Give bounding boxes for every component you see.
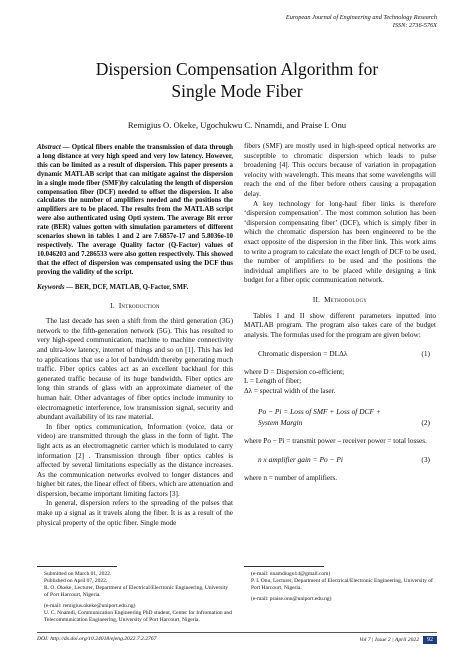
footnote-onu-email[interactable]: (e-mail: praise.onu@uniport.edu.ng)	[251, 596, 332, 602]
equation-2	[244, 406, 436, 428]
equation-2-definition: where Po − Pi = transmit power – receiver power = total losses.	[244, 436, 427, 445]
section-number: I.	[110, 301, 115, 310]
keywords-lead: Keywords	[37, 283, 65, 291]
footnote-onu: P. I. Onu, Lecturer, Department of Electrical/Electronic Engineering, University of Port Harcourt, Nigeria.	[251, 578, 433, 591]
abstract-text: — Optical fibers enable the transmission of data through a long distance at very high speed and very low latency. However, this can be limited as a result of dispersion. This paper presents a dynamic MATLAB script that can mitigate against the dispersion in a single mode fiber (SMF)by calculating the length of dispersion compensation fiber (DCF) needed to offset the dispersion. It also calculates the number of amplifiers needed and the positions the amplifiers are to be placed. The results from the MATLAB script were also authenticated using Opti system. The average Bit error rate (BER) values gotten with simulation parameters of different scenarios shown in tables 1 and 2 are 7.6857e-17 and 5.8036e-10 respectively. The average Quality factor (Q-Factor) values of 10.046203 and 7.286533 were also gotten respectively. This showed that the effect of dispersion was compensated using the DCF thus proving the validity of the script.	[37, 144, 233, 276]
definition-length: L = Length of fiber;	[244, 377, 302, 386]
equation-1	[244, 349, 436, 359]
definition-dispersion: where D = Dispersion co-efficient;	[244, 367, 345, 376]
equation-2-number: (2)	[421, 417, 430, 427]
section-title: Methodology	[324, 295, 368, 304]
section-number: II.	[312, 295, 321, 304]
footnote-divider-left	[37, 566, 117, 567]
abstract-lead: Abstract	[37, 144, 61, 151]
author-list: Remigius O. Okeke, Ugochukwu C. Nnamdi, and Praise I. Onu	[127, 120, 347, 130]
right-column	[244, 142, 436, 483]
footnote-nnamdi-email[interactable]: (e-mail: nnamdiugo14@gmail.com)	[251, 571, 331, 577]
journal-issn: ISSN: 2736-576X	[392, 22, 437, 29]
right-paragraph-1: fibers (SMF) are mostly used in high-speed optical networks are susceptible to chromatic dispersion which leads to pulse broadening [4]. This occurs because of variation in propagation velocity with wavelength. This means that some wavelengths will reach the end of the fiber before others causing a propagation delay.	[244, 142, 436, 198]
section-heading-methodology	[244, 296, 436, 306]
equation-3-body: n x amplifier gain = Po − Pi	[258, 455, 343, 465]
equation-3-definition: where n = number of amplifiers.	[244, 473, 338, 482]
method-paragraph-1: Tables I and II show different parameters inputted into MATLAB program. The program also takes care of the budget analysis. The formulas used for the program are given below:	[244, 311, 436, 339]
equation-3-number: (3)	[421, 455, 430, 465]
section-title: Introduction	[118, 301, 160, 310]
equation-1-definitions	[244, 368, 436, 397]
footnotes-left	[44, 571, 232, 624]
footer-volume-issue: Vol 7 | Issue 2 | April 2022	[359, 637, 419, 643]
equation-2-line-2: System Margin	[258, 417, 303, 427]
footnote-okeke: R. O. Okeke, Lecturer, Department of Electrical/Electronic Engineering, University of Port Harcourt, Nigeria.	[44, 585, 229, 598]
intro-paragraph-1: The last decade has seen a shift from the third generation (3G) network to the fifth-generation network (5G). This has resulted to very high-speed communication, machine to machine connectivity and ultra-low latency, internet of things and so on [1]. This has led to applications that use a lot of bandwidth thereby generating much traffic. Fiber optics cables act as an excellent backhaul for this generated traffic because of its huge bandwidth. Fiber optics are long thin strands of glass with an approximate diameter of the human hair. Other advantages of fiber optics include immunity to electromagnetic interference, low transmission signal, security and abundant availability of its raw material.	[37, 317, 233, 422]
footer-doi[interactable]: DOI: http://dx.doi.org/10.24018/ejeng.2022.7.2.2767	[37, 636, 157, 642]
journal-name: European Journal of Engineering and Technology Research	[285, 14, 437, 21]
equation-1-body: Chromatic dispersion = DLΔλ	[258, 349, 348, 359]
footer-volume-info	[359, 636, 437, 644]
journal-header	[286, 14, 437, 30]
section-heading-introduction	[37, 302, 233, 312]
footnote-published: Published on April 07, 2022.	[44, 578, 108, 584]
footer-divider	[37, 632, 437, 633]
intro-paragraph-3: In general, dispersion refers to the spreading of the pulses that make up a signal as it travels along the fiber. It is as a result of the physical property of the optic fiber. Single mode	[37, 499, 233, 527]
equation-1-number: (1)	[421, 349, 430, 359]
title-line-1: Dispersion Compensation Algorithm for	[95, 59, 379, 79]
footnotes-right	[244, 571, 434, 603]
paper-title	[0, 58, 474, 102]
intro-paragraph-2: In fiber optics communication, Information (voice, data or video) are transmitted through the glass in the form of light. The light acts as an electromagnetic carrier which is modulated to carry information [2] . Transmission through fiber optics cables is affected by several limitations especially as the distance increases. As the communication networks evolved to longer distances and higher bit rates, the linear effect of fibers, which are attenuation and dispersion, became important limiting factors [3].	[37, 422, 233, 498]
abstract	[37, 144, 233, 278]
footnote-submitted: Submitted on March 01, 2022.	[44, 571, 112, 577]
footnote-divider-right	[244, 566, 324, 567]
keywords-text: — BER, DCF, MATLAB, Q-Factor, SMF.	[64, 283, 189, 291]
equation-2-line-1: Po − Pi = Loss of SMF + Loss of DCF +	[258, 406, 381, 416]
right-paragraph-2: A key technology for long-haul fiber links is therefore ‘dispersion compensation’. The most common solution has been ‘dispersion compensating fiber’ (DCF), which is simply fiber in which the chromatic dispersion has been engineered to be the exact opposite of the dispersion in the fiber link. This work aims to write a program to calculate the exact length of DCF to be used, the number of amplifiers to be used and the positions the individual amplifiers are to be placed while designing a link budget for a fiber optic communication network.	[244, 199, 436, 285]
footnote-nnamdi: U. C. Nnamdi, Communication Engineering PhD student, Center for Infromation and Telecommunication Engineering, University of Port Harcourt, Nigeria.	[44, 610, 232, 623]
definition-spectral-width: Δλ = spectral width of the laser.	[244, 387, 336, 396]
footnote-okeke-email[interactable]: (e-mail: remigius.okeke@uniport.edu.ng)	[44, 603, 136, 609]
equation-3	[244, 455, 436, 465]
left-column	[37, 144, 233, 528]
page-number-badge: 92	[423, 636, 437, 644]
title-line-2: Single Mode Fiber	[171, 81, 303, 101]
keywords	[37, 283, 233, 292]
